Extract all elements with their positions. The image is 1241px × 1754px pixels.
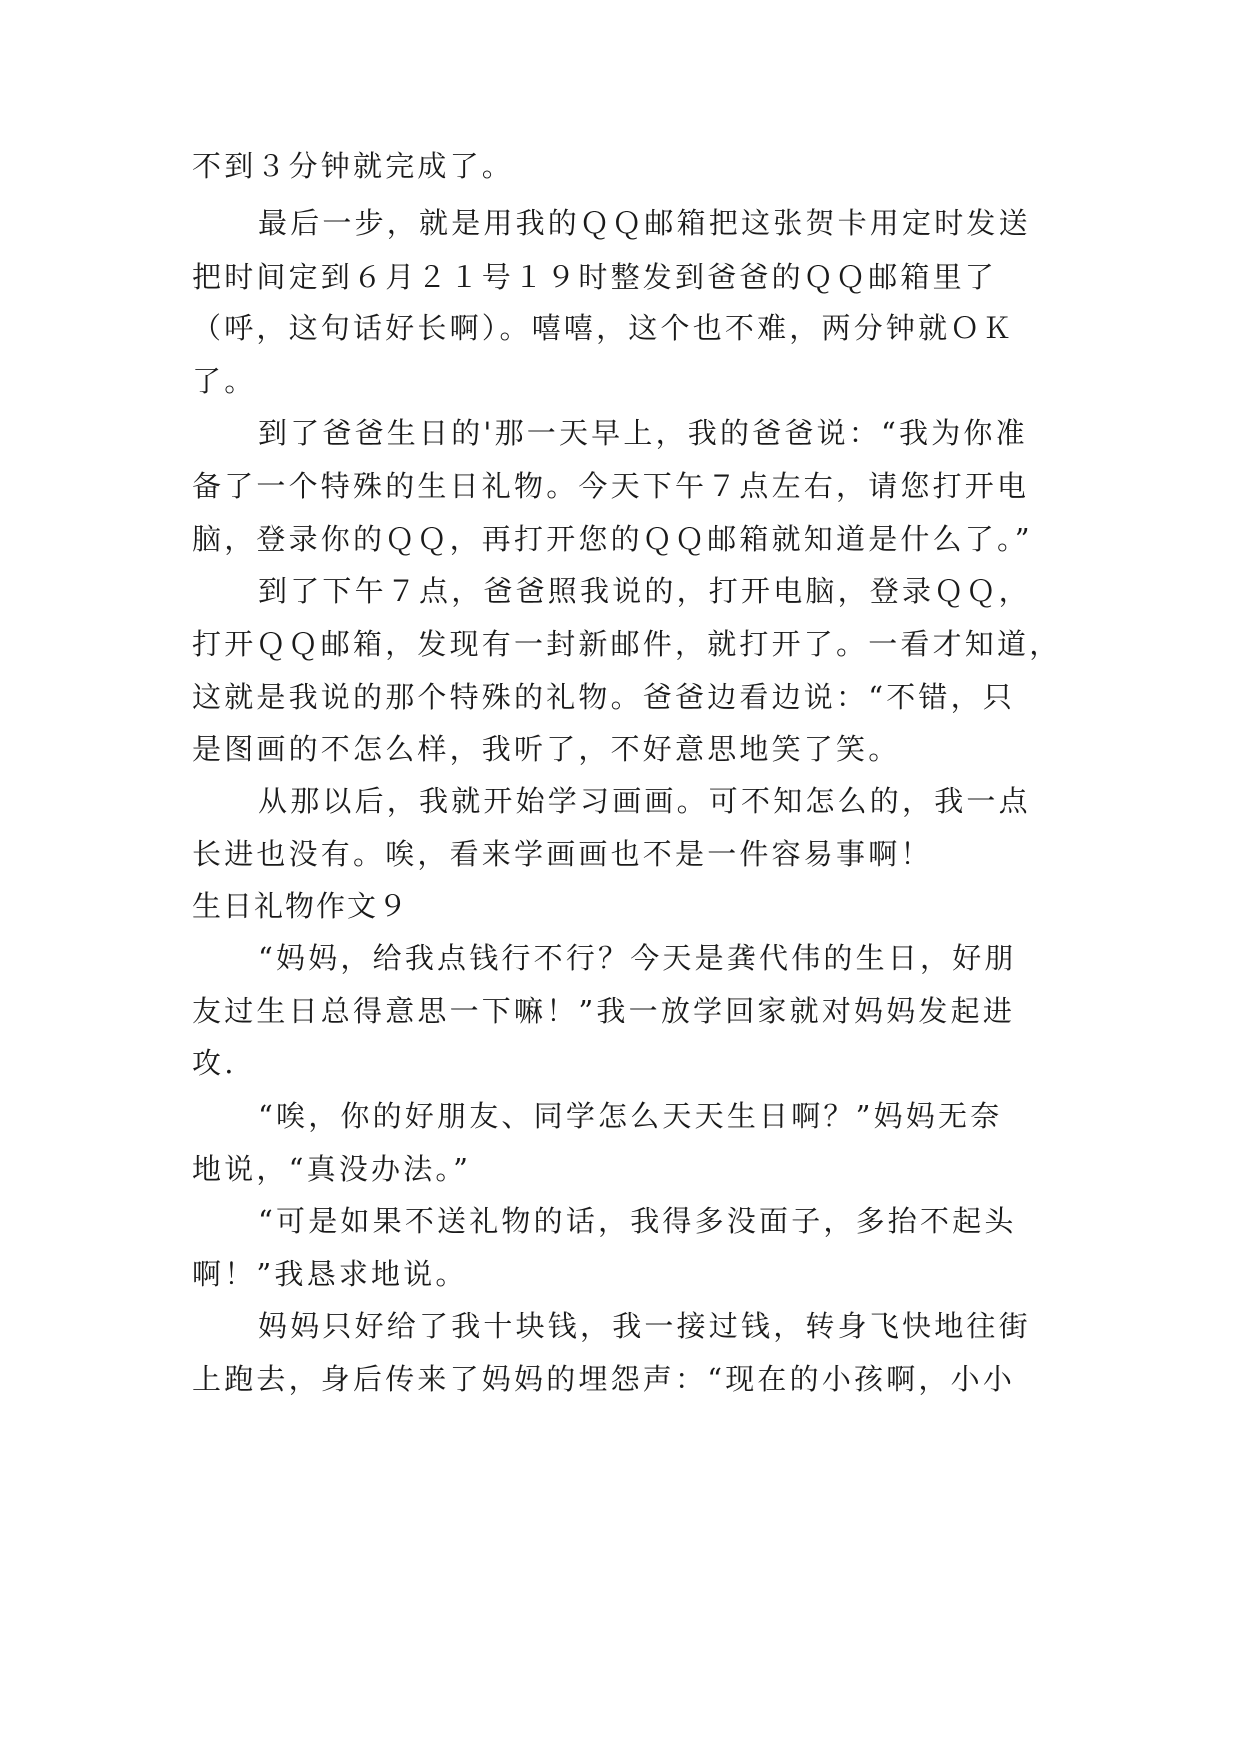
paragraph-start-line: “唉，你的好朋友、同学怎么天天生日啊？”妈妈无奈 bbox=[258, 1099, 1003, 1133]
section-heading: 生日礼物作文９ bbox=[192, 889, 410, 923]
paragraph-start-line: “妈妈，给我点钱行不行？今天是龚代伟的生日，好朋 bbox=[258, 941, 1017, 975]
text-line: 脑，登录你的ＱＱ，再打开您的ＱＱ邮箱就知道是什么了。” bbox=[192, 522, 1033, 556]
text-line: 友过生日总得意思一下嘛！”我一放学回家就对妈妈发起进 bbox=[192, 994, 1016, 1028]
text-line: 了。 bbox=[192, 364, 257, 398]
text-line: 把时间定到６月２１号１９时整发到爸爸的ＱＱ邮箱里了 bbox=[192, 260, 998, 294]
text-line: 上跑去，身后传来了妈妈的埋怨声：“现在的小孩啊，小小 bbox=[192, 1362, 1016, 1396]
paragraph-start-line: 最后一步，就是用我的ＱＱ邮箱把这张贺卡用定时发送 bbox=[258, 206, 1031, 240]
text-line: 不到３分钟就完成了。 bbox=[192, 149, 515, 183]
text-line: 这就是我说的那个特殊的礼物。爸爸边看边说：“不错，只 bbox=[192, 680, 1016, 714]
text-line: （呼，这句话好长啊）。嘻嘻，这个也不难，两分钟就ＯＫ bbox=[192, 311, 1015, 345]
text-line: 地说，“真没办法。” bbox=[192, 1152, 472, 1186]
text-line: 备了一个特殊的生日礼物。今天下午７点左右，请您打开电 bbox=[192, 469, 1030, 503]
text-line: 攻. bbox=[192, 1046, 237, 1080]
text-line: 长进也没有。唉，看来学画画也不是一件容易事啊！ bbox=[192, 837, 933, 871]
text-line: 是图画的不怎么样，我听了，不好意思地笑了笑。 bbox=[192, 732, 901, 766]
paragraph-start-line: 从那以后，我就开始学习画画。可不知怎么的，我一点 bbox=[258, 784, 1031, 818]
paragraph-start-line: 到了爸爸生日的'那一天早上，我的爸爸说：“我为你准 bbox=[258, 416, 1028, 450]
paragraph-start-line: “可是如果不送礼物的话，我得多没面子，多抬不起头 bbox=[258, 1204, 1017, 1238]
paragraph-start-line: 妈妈只好给了我十块钱，我一接过钱，转身飞快地往街 bbox=[258, 1309, 1031, 1343]
text-line: 打开ＱＱ邮箱，发现有一封新邮件，就打开了。一看才知道， bbox=[192, 627, 1062, 661]
text-line: 啊！”我恳求地说。 bbox=[192, 1257, 468, 1291]
paragraph-start-line: 到了下午７点，爸爸照我说的，打开电脑，登录ＱＱ， bbox=[258, 574, 1031, 608]
